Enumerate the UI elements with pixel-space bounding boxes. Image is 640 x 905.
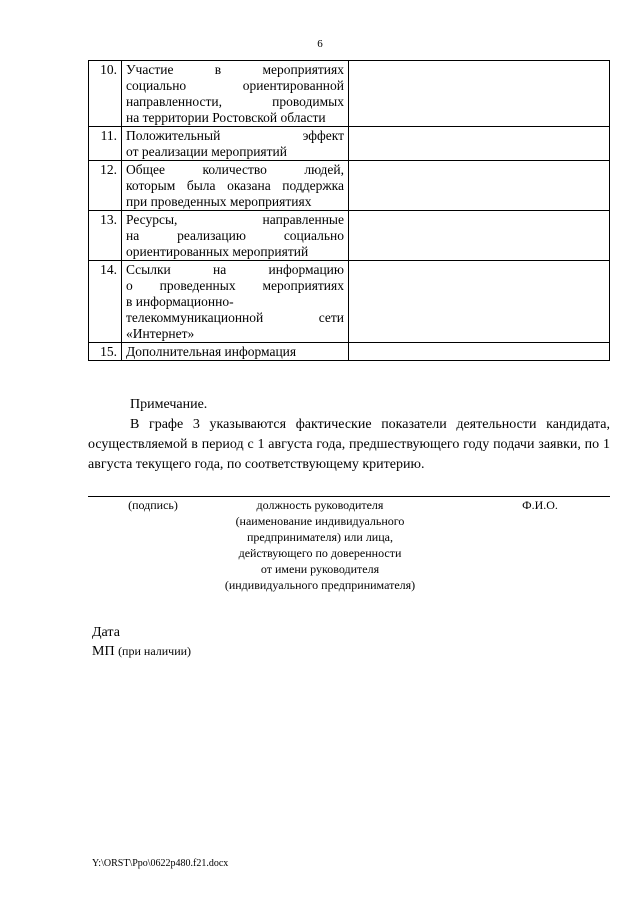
row-number: 11. [89,127,122,161]
table-row [89,61,610,127]
position-caption [220,497,420,593]
position-caption-line: действующего по доверенности [238,546,402,560]
stamp-label: МП [92,644,115,659]
row-number: 10. [89,61,122,127]
criterion-line: «Интернет» [126,326,195,341]
criterion-line: Общее количество людей, [126,162,344,177]
criterion-name [122,343,349,361]
criterion-line: ориентированных мероприятий [126,244,309,259]
table-row [89,127,610,161]
row-number: 15. [89,343,122,361]
criterion-line: Ресурсы, направленные [126,212,344,227]
date-block [92,623,191,661]
criterion-line: Ссылки на информацию [126,262,344,277]
table-row [89,261,610,343]
full-name-label: Ф.И.О. [522,498,558,512]
criteria-table [88,60,610,361]
criterion-name [122,127,349,161]
page-number: 6 [317,38,323,50]
criterion-line: которым была оказана поддержка [126,178,344,193]
criterion-value-cell[interactable] [349,127,610,161]
criterion-name [122,261,349,343]
criterion-value-cell[interactable] [349,161,610,211]
notes-title: Примечание. [130,397,208,412]
criterion-line: при проведенных мероприятиях [126,194,312,209]
notes-text: В графе 3 указываются фактические показатели деятельности кандидата, осуществляемой в период с 1 августа года, предшествующего году подачи заявки, по 1 августа текущего года, по соответствующему критерию. [88,417,610,472]
position-caption-line: (индивидуального предпринимателя) [224,578,416,592]
criterion-name [122,61,349,127]
criterion-value-cell[interactable] [349,61,610,127]
criterion-line: на территории Ростовской области [126,110,326,125]
criterion-value-cell[interactable] [349,343,610,361]
signature-label: (подпись) [128,498,178,512]
criterion-value-cell[interactable] [349,261,610,343]
criterion-line: социально ориентированной [126,78,344,93]
table-row [89,343,610,361]
criterion-value-cell[interactable] [349,211,610,261]
stamp-note: (при наличии) [118,644,192,658]
criterion-line: на реализацию социально [126,228,344,243]
criterion-name [122,211,349,261]
criterion-name [122,161,349,211]
position-caption-line: (наименование индивидуального [235,514,405,528]
row-number: 12. [89,161,122,211]
criterion-line: Участие в мероприятиях [126,62,344,77]
criterion-line: Дополнительная информация [126,344,297,359]
row-number: 14. [89,261,122,343]
criterion-line: Положительный эффект [126,128,344,143]
table-row [89,211,610,261]
criterion-line: о проведенных мероприятиях [126,278,344,293]
table-row [89,161,610,211]
row-number: 13. [89,211,122,261]
criterion-line: направленности, проводимых [126,94,344,109]
stamp-line [92,642,191,661]
criterion-line: телекоммуникационной сети [126,310,344,325]
date-label: Дата [92,625,120,640]
file-path-footer: Y:\ORST\Ppo\0622p480.f21.docx [92,858,229,869]
position-caption-line: должность руководителя [256,498,384,512]
position-caption-line: предпринимателя) или лица, [247,530,393,544]
position-caption-line: от имени руководителя [260,562,380,576]
criterion-line: в информационно- [126,294,234,309]
criterion-line: от реализации мероприятий [126,144,287,159]
notes-section [88,395,610,475]
